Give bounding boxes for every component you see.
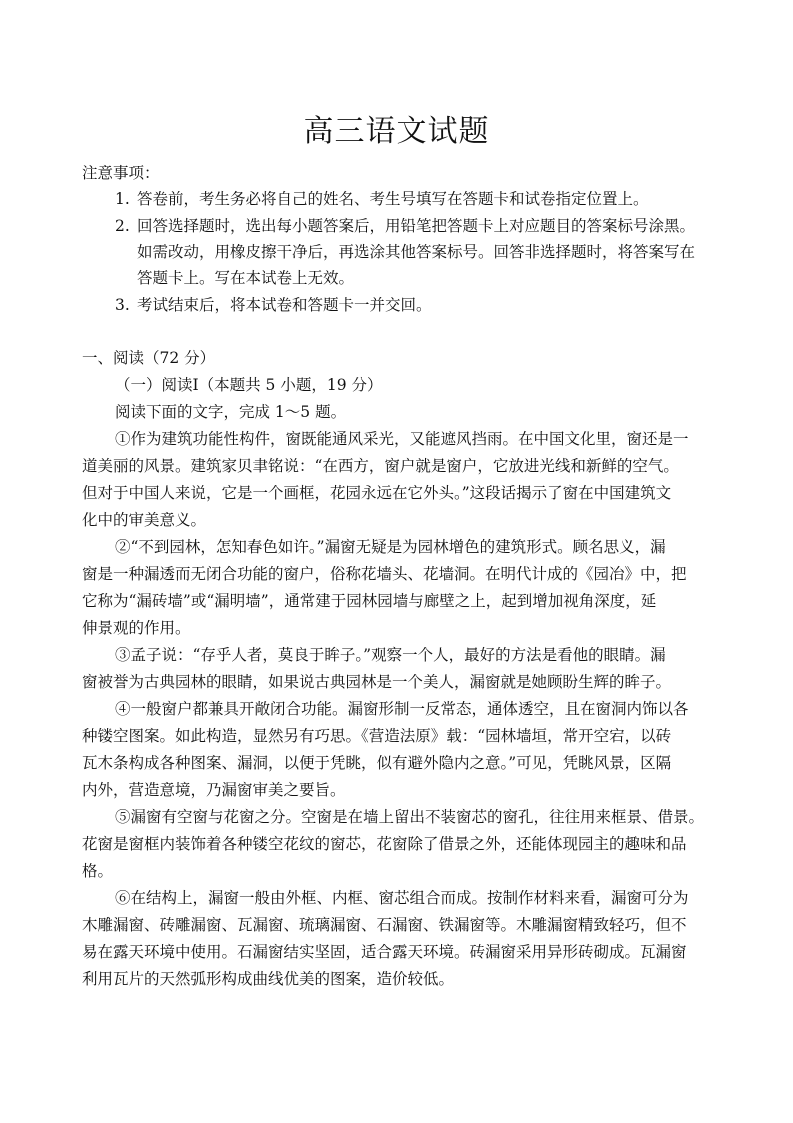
paragraph-2-line-2: 窗是一种漏透而无闭合功能的窗户，俗称花墙头、花墙洞。在明代计成的《园冶》中，把 (82, 565, 687, 583)
note-item-1-text: 答卷前，考生务必将自己的姓名、考生号填写在答题卡和试卷指定位置上。 (137, 190, 649, 208)
note-item-3-text: 考试结束后，将本试卷和答题卡一并交回。 (137, 296, 432, 314)
paragraph-1-line-1: ①作为建筑功能性构件，窗既能通风采光，又能遮风挡雨。在中国文化里，窗还是一 (115, 430, 689, 448)
note-item-1-number: 1. (115, 190, 130, 208)
paragraph-1-line-2: 道美丽的风景。建筑家贝聿铭说：“在西方，窗户就是窗户，它放进光线和新鲜的空气。 (82, 457, 679, 475)
paragraph-5-line-1: ⑤漏窗有空窗与花窗之分。空窗是在墙上留出不装窗芯的窗孔，往往用来框景、借景。 (115, 808, 705, 826)
paragraph-5-line-3: 格。 (82, 862, 114, 880)
paragraph-4-line-2: 种镂空图案。如此构造，显然另有巧思。《营造法原》载：“园林墙垣，常开空宕，以砖 (82, 727, 672, 745)
paragraph-1-line-3: 但对于中国人来说，它是一个画框，花园永远在它外头。”这段话揭示了窗在中国建筑文 (82, 484, 672, 502)
paragraph-1-line-4: 化中的审美意义。 (82, 511, 207, 529)
paragraph-2-line-1: ②“不到园林，怎知春色如许。”漏窗无疑是为园林增色的建筑形式。顾名思义，漏 (115, 538, 666, 556)
section-instruction: 阅读下面的文字，完成 1～5 题。 (115, 403, 347, 421)
paragraph-6-line-4: 利用瓦片的天然弧形构成曲线优美的图案，造价较低。 (82, 970, 455, 988)
note-item-3-number: 3. (115, 296, 130, 314)
paragraph-3-line-1: ③孟子说：“存乎人者，莫良于眸子。”观察一个人，最好的方法是看他的眼睛。漏 (115, 646, 666, 664)
note-item-2-text-line-1: 回答选择题时，选出每小题答案后，用铅笔把答题卡上对应题目的答案标号涂黑。 (137, 217, 696, 235)
note-item-2-text-line-3: 答题卡上。写在本试卷上无效。 (137, 269, 355, 287)
note-item-2 (115, 213, 695, 239)
paragraph-4-line-3: 瓦木条构成各种图案、漏洞，以便于凭眺，似有避外隐内之意。”可见，凭眺风景，区隔 (82, 754, 672, 772)
paragraph-6-line-2: 木雕漏窗、砖雕漏窗、瓦漏窗、琉璃漏窗、石漏窗、铁漏窗等。木雕漏窗精致轻巧，但不 (82, 916, 687, 934)
paragraph-2-line-3: 它称为“漏砖墙”或“漏明墙”，通常建于园林园墙与廊壁之上，起到增加视角深度，延 (82, 592, 657, 610)
paragraph-5-line-2: 花窗是窗框内装饰着各种镂空花纹的窗芯，花窗除了借景之外，还能体现园主的趣味和品 (82, 835, 687, 853)
paragraph-4-line-1: ④一般窗户都兼具开敞闭合功能。漏窗形制一反常态，通体透空，且在窗洞内饰以各 (115, 700, 689, 718)
paragraph-4-line-4: 内外，营造意境，乃漏窗审美之要旨。 (82, 781, 346, 799)
paragraph-6-line-1: ⑥在结构上，漏窗一般由外框、内框、窗芯组合而成。按制作材料来看，漏窗可分为 (115, 889, 689, 907)
note-item-2-number: 2. (115, 217, 130, 235)
section-subheading: （一）阅读Ⅰ（本题共 5 小题，19 分） (115, 376, 383, 394)
note-item-2-text-line-2: 如需改动，用橡皮擦干净后，再选涂其他答案标号。回答非选择题时，将答案写在 (137, 243, 696, 261)
paragraph-6-line-3: 易在露天环境中使用。石漏窗结实坚固，适合露天环境。砖漏窗采用异形砖砌成。瓦漏窗 (82, 943, 687, 961)
paragraph-2-line-4: 伸景观的作用。 (82, 619, 191, 637)
notes-heading: 注意事项： (82, 164, 160, 182)
section-heading: 一、阅读（72 分） (82, 349, 216, 367)
note-item-1 (115, 186, 649, 212)
paragraph-3-line-2: 窗被誉为古典园林的眼睛，如果说古典园林是一个美人，漏窗就是她顾盼生辉的眸子。 (82, 673, 672, 691)
page-title: 高三语文试题 (303, 114, 490, 149)
note-item-3 (115, 292, 432, 318)
